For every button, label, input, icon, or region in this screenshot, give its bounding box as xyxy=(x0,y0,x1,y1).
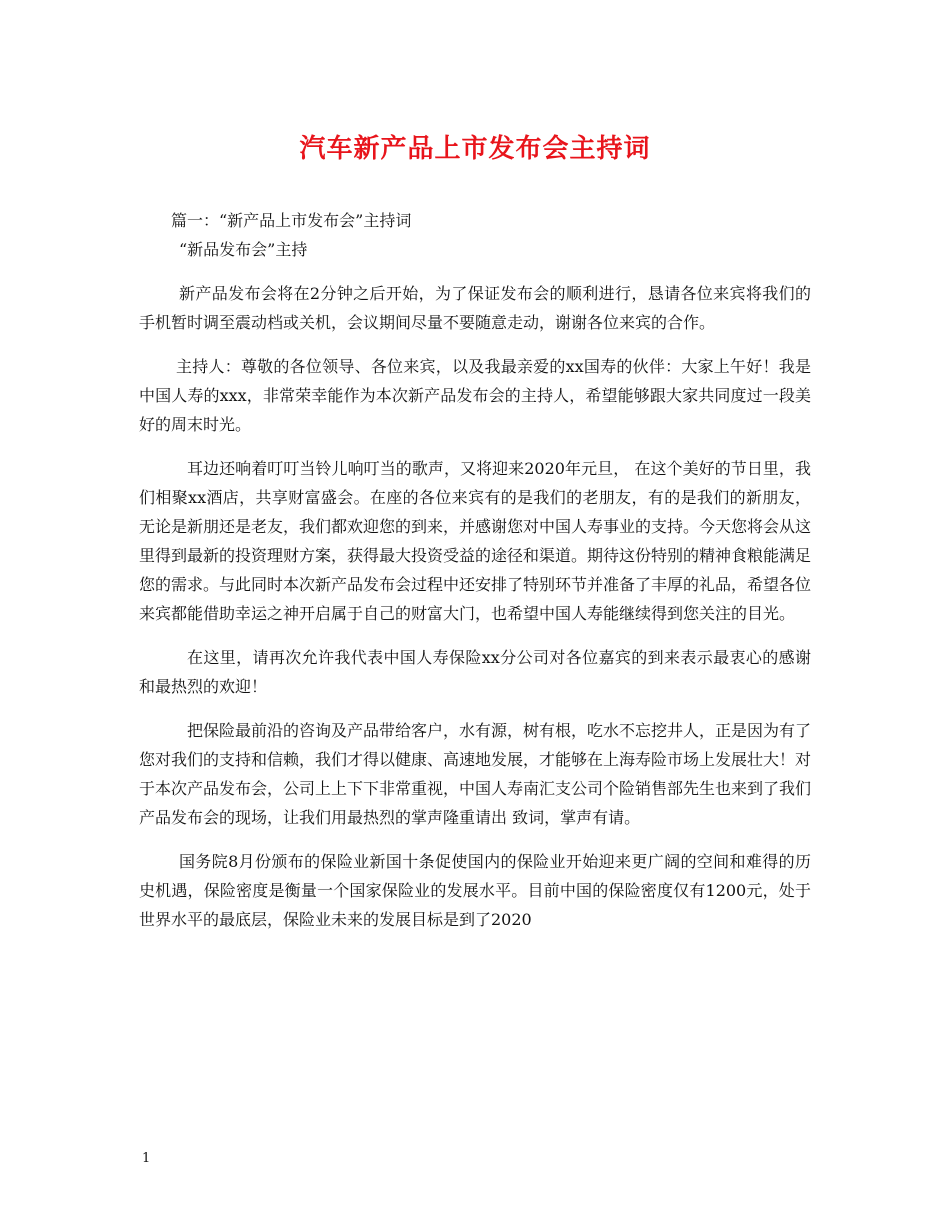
paragraph-5: 把保险最前沿的咨询及产品带给客户，水有源，树有根，吃水不忘挖井人，正是因为有了您对我们的支持和信赖，我们才得以健康、高速地发展，才能够在上海寿险市场上发展壮大！对于本次产品发布会，公司上上下下非常重视，中国人寿南汇支公司个险销售部先生也来到了我们产品发布会的现场，让我们用最热烈的掌声隆重请出 致词，掌声有请。 xyxy=(139,721,812,827)
paragraph-3: 耳边还响着叮叮当铃儿响叮当的歌声，又将迎来2020年元旦， 在这个美好的节日里，我们相聚xx酒店，共享财富盛会。在座的各位来宾有的是我们的老朋友，有的是我们的新朋友，无论是新朋还是老友，我们都欢迎您的到来，并感谢您对中国人寿事业的支持。今天您将会从这里得到最新的投资理财方案，获得最大投资受益的途径和渠道。期待这份特别的精神食粮能满足您的需求。与此同时本次新产品发布会过程中还安排了特别环节并准备了丰厚的礼品，希望各位来宾都能借助幸运之神开启属于自己的财富大门，也希望中国人寿能继续得到您关注的目光。 xyxy=(139,459,812,623)
paragraph-1: 新产品发布会将在2分钟之后开始，为了保证发布会的顺利进行，恳请各位来宾将我们的手机暂时调至震动档或关机，会议期间尽量不要随意走动，谢谢各位来宾的合作。 xyxy=(139,284,811,332)
document-title: 汽车新产品上市发布会主持词 xyxy=(299,134,651,164)
paragraph-4: 在这里，请再次允许我代表中国人寿保险xx分公司对各位嘉宾的到来表示最衷心的感谢和最热烈的欢迎！ xyxy=(139,648,811,696)
section-subheading: “新品发布会”主持 xyxy=(179,240,308,259)
section-heading: 篇一：“新产品上市发布会”主持词 xyxy=(171,211,412,230)
page-number: 1 xyxy=(142,1151,151,1166)
paragraph-2: 主持人：尊敬的各位领导、各位来宾，以及我最亲爱的xx国寿的伙伴：大家上午好！我是中国人寿的xxx，非常荣幸能作为本次新产品发布会的主持人，希望能够跟大家共同度过一段美好的周末时光。 xyxy=(139,357,811,434)
document-body xyxy=(139,206,811,934)
paragraph-6: 国务院8月份颁布的保险业新国十条促使国内的保险业开始迎来更广阔的空间和难得的历史机遇，保险密度是衡量一个国家保险业的发展水平。目前中国的保险密度仅有1200元，处于世界水平的最底层，保险业未来的发展目标是到了2020 xyxy=(139,852,811,929)
